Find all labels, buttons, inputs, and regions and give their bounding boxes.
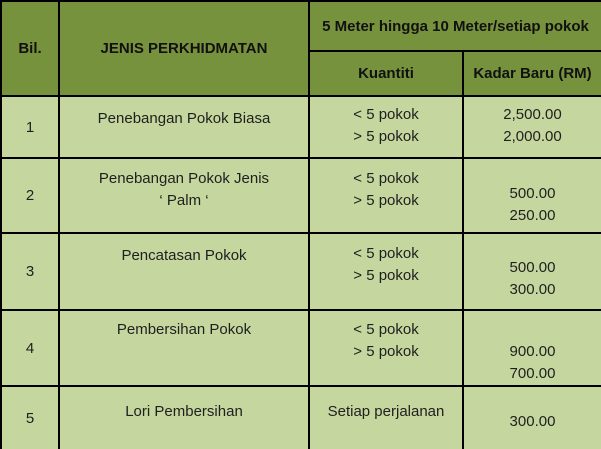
quantity-line: < 5 pokok [353, 170, 419, 187]
rate-cell [463, 386, 601, 449]
header-cell-new-rate: Kadar Baru (RM) [463, 51, 601, 96]
row-number-cell: 3 [1, 233, 59, 310]
quantity-line: < 5 pokok [353, 321, 419, 338]
header-cell-service-type: JENIS PERKHIDMATAN [59, 1, 309, 96]
table-row [1, 233, 601, 310]
service-name-cell [59, 158, 309, 233]
quantity-cell [309, 158, 463, 233]
service-name-cell [59, 233, 309, 310]
rate-line: 700.00 [509, 365, 556, 382]
rate-line: 2,500.00 [503, 106, 562, 123]
quantity-line: < 5 pokok [353, 106, 419, 123]
quantity-cell [309, 386, 463, 449]
quantity-line: > 5 pokok [353, 343, 419, 360]
rate-cell [463, 233, 601, 310]
table-row [1, 310, 601, 386]
quantity-line: > 5 pokok [353, 128, 419, 145]
service-line: Penebangan Pokok Jenis [98, 170, 270, 187]
service-line: Penebangan Pokok Biasa [97, 110, 271, 127]
quantity-line: < 5 pokok [353, 245, 419, 262]
rate-line: 900.00 [509, 343, 556, 360]
service-line: Lori Pembersihan [125, 403, 243, 420]
rate-line: 300.00 [509, 281, 556, 298]
quantity-cell [309, 233, 463, 310]
table-row [1, 96, 601, 158]
header-row-group [1, 1, 601, 51]
rate-line: 250.00 [509, 207, 556, 224]
row-number-cell: 5 [1, 386, 59, 449]
rate-line: 500.00 [509, 185, 556, 202]
service-line: Pembersihan Pokok [116, 321, 252, 338]
quantity-line: > 5 pokok [353, 192, 419, 209]
table-row [1, 158, 601, 233]
quantity-cell [309, 310, 463, 386]
quantity-line: Setiap perjalanan [327, 403, 445, 420]
service-name-cell [59, 96, 309, 158]
service-name-cell [59, 386, 309, 449]
header-cell-quantity: Kuantiti [309, 51, 463, 96]
row-number-cell: 1 [1, 96, 59, 158]
header-cell-bil: Bil. [1, 1, 59, 96]
rate-cell [463, 96, 601, 158]
rate-line: 300.00 [509, 413, 556, 430]
quantity-cell [309, 96, 463, 158]
header-cell-rate-group: 5 Meter hingga 10 Meter/setiap pokok [309, 1, 601, 51]
quantity-line: > 5 pokok [353, 267, 419, 284]
service-line: ‘ Palm ‘ [159, 192, 209, 209]
rate-line: 2,000.00 [503, 128, 562, 145]
service-line: Pencatasan Pokok [121, 247, 247, 264]
rate-line: 500.00 [509, 259, 556, 276]
rate-cell [463, 158, 601, 233]
row-number-cell: 2 [1, 158, 59, 233]
service-name-cell [59, 310, 309, 386]
table-row [1, 386, 601, 449]
rate-cell [463, 310, 601, 386]
row-number-cell: 4 [1, 310, 59, 386]
